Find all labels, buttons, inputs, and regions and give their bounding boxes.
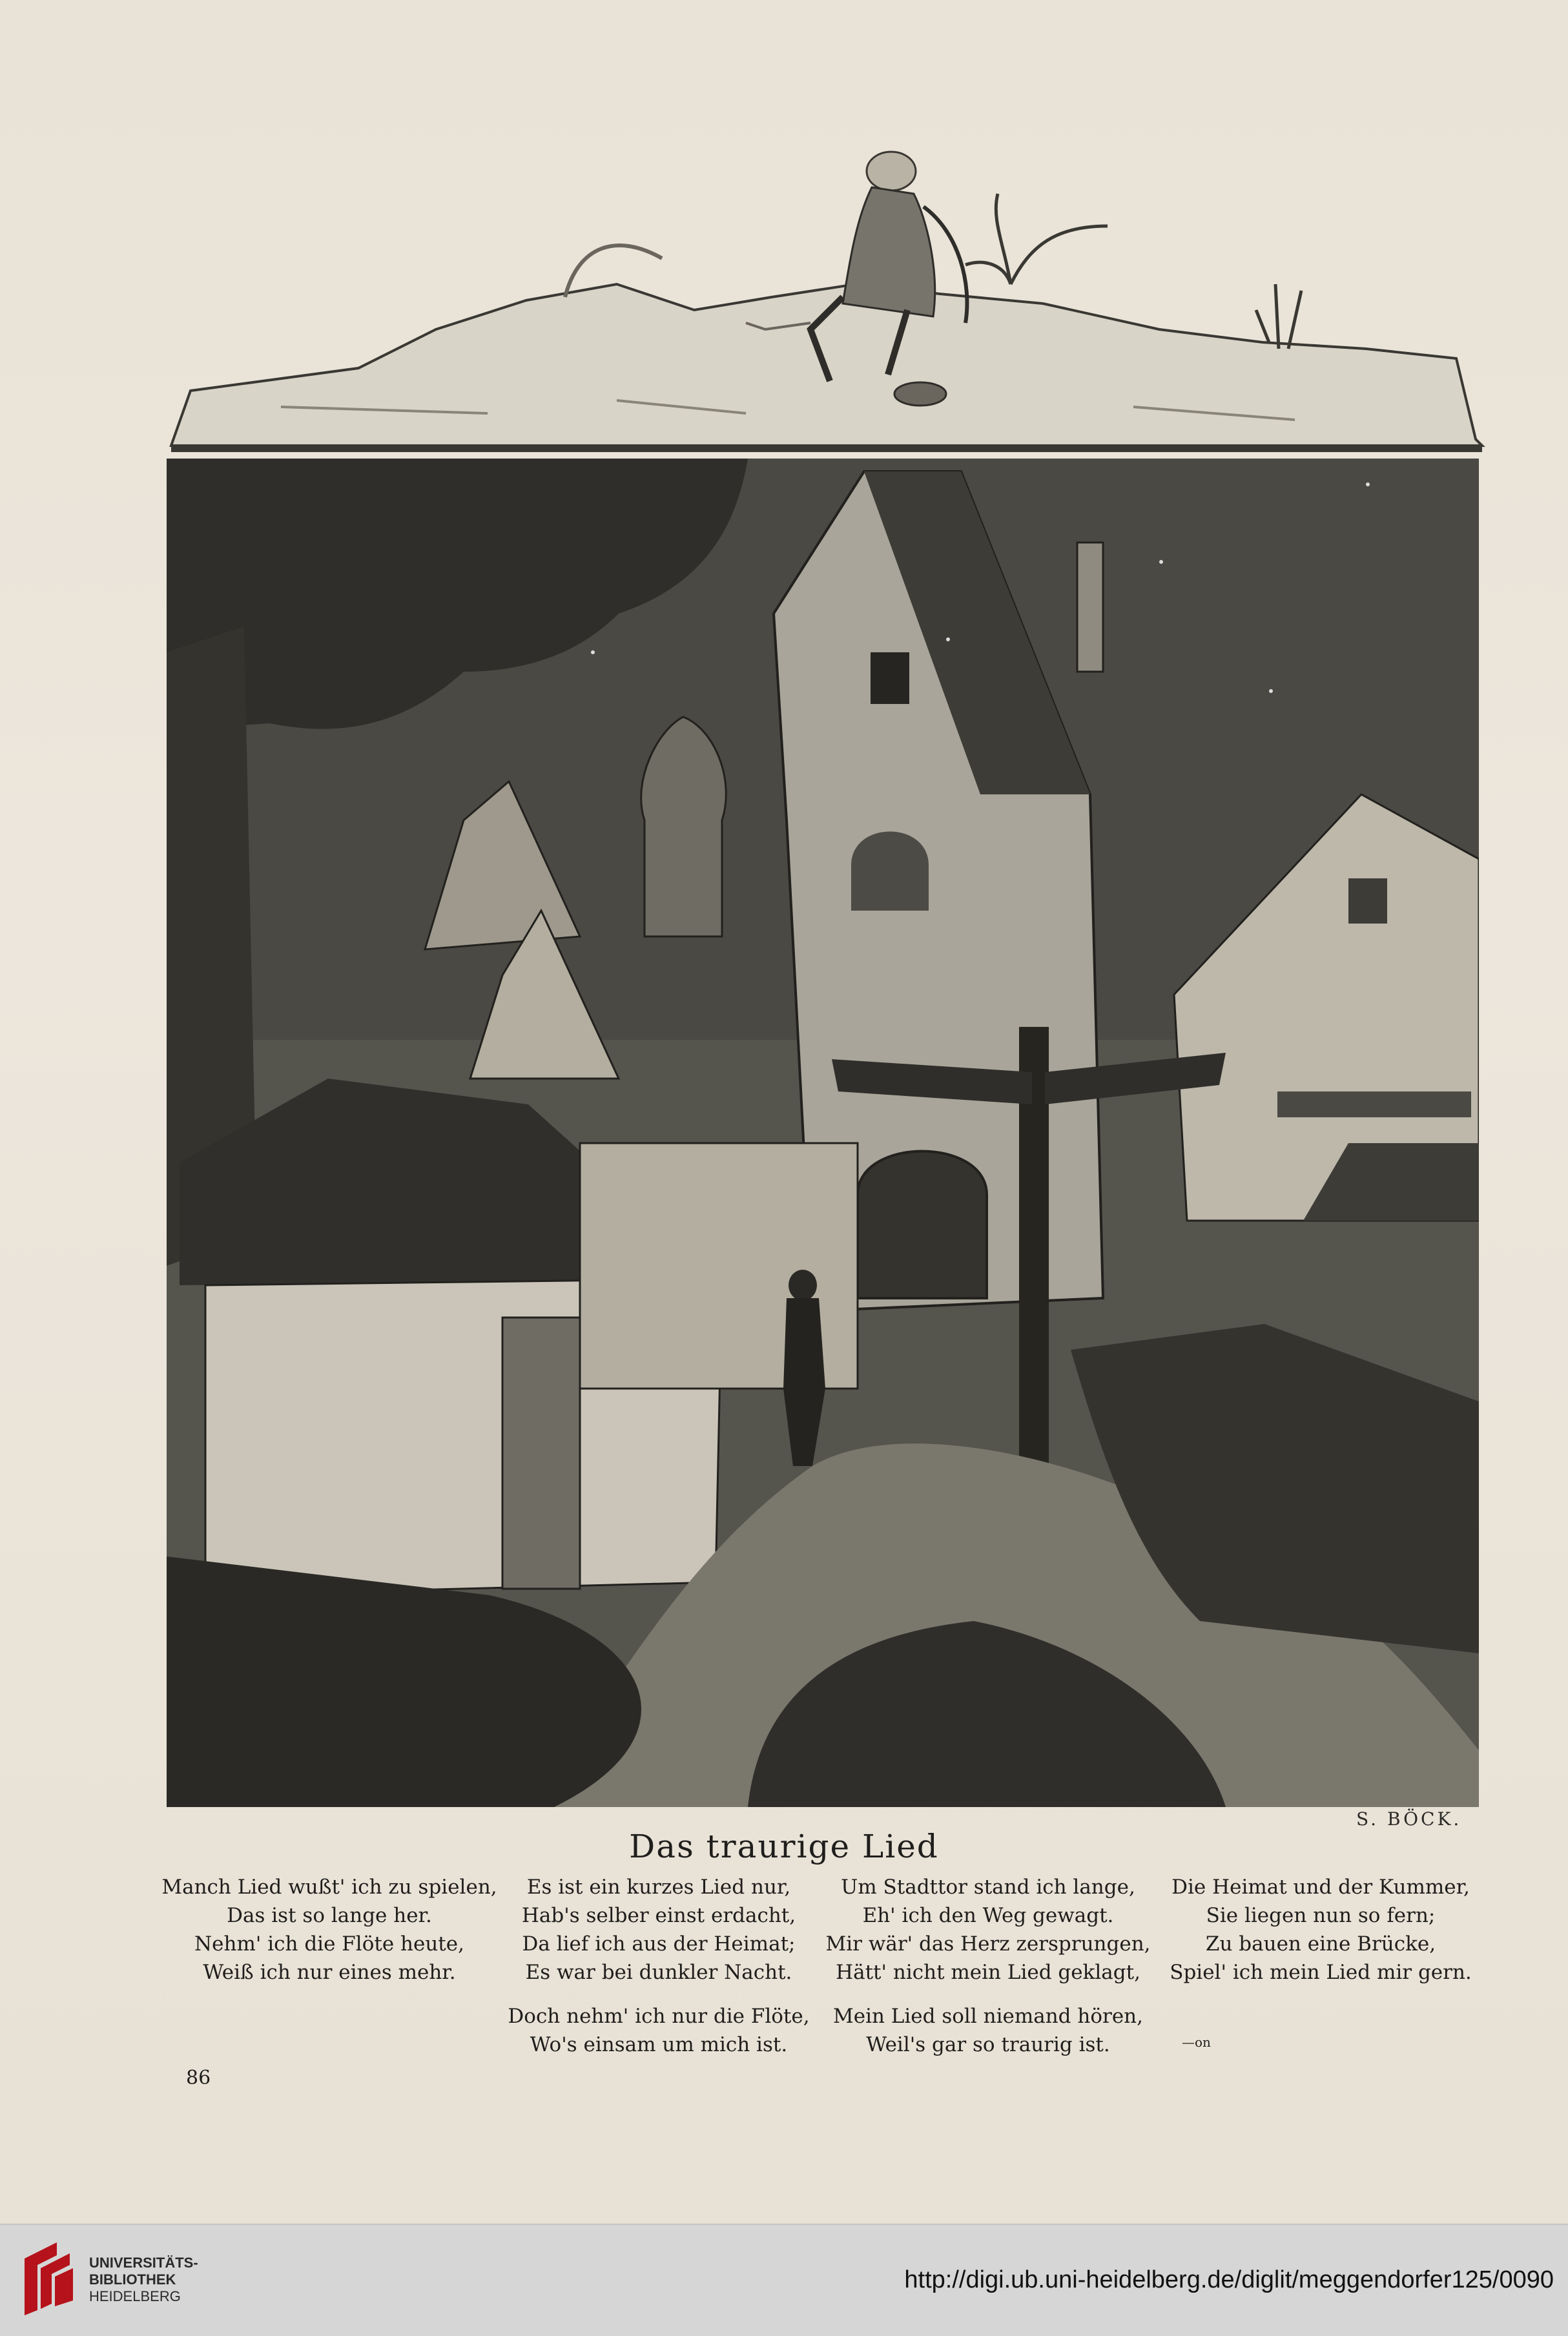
document-url[interactable]: http://digi.ub.uni-heidelberg.de/diglit/meggendorfer125/0090 (904, 2266, 1554, 2293)
stanza-6 (820, 2002, 1156, 2059)
poem-line: Mir wär' das Herz zersprungen, (825, 1932, 1151, 1956)
logo-line: BIBLIOTHEK (89, 2271, 176, 2288)
poem-line: Da lief ich aus der Heimat; (522, 1932, 796, 1956)
poem-line: Die Heimat und der Kummer, (1171, 1876, 1470, 1899)
main-illustration (167, 459, 1479, 1807)
poem-line: Nehm' ich die Flöte heute, (194, 1932, 464, 1956)
poem-line: Um Stadttor stand ich lange, (841, 1876, 1135, 1899)
poem-line: Weil's gar so traurig ist. (866, 2033, 1110, 2056)
poem-title: Das traurige Lied (629, 1828, 939, 1865)
poem-line: Zu bauen eine Brücke, (1205, 1932, 1436, 1956)
logo-line: UNIVERSITÄTS- (89, 2255, 198, 2271)
artist-signature: S. BÖCK. (1356, 1808, 1462, 1830)
poem-line: Es war bei dunkler Nacht. (525, 1961, 792, 1984)
poem-line: Hab's selber einst erdacht, (521, 1904, 796, 1927)
poem-line: Sie liegen nun so fern; (1206, 1904, 1436, 1927)
poem-line: Spiel' ich mein Lied mir gern. (1170, 1961, 1472, 1984)
poem-line: Manch Lied wußt' ich zu spielen, (161, 1876, 497, 1899)
poem-line: Hätt' nicht mein Lied geklagt, (836, 1961, 1140, 1984)
university-logo-icon (18, 2239, 76, 2317)
vignette-illustration (165, 136, 1489, 452)
poem (161, 1873, 1485, 2067)
author-mark: —on (1182, 2034, 1211, 2050)
stanza-5 (497, 2002, 820, 2059)
poem-line: Eh' ich den Weg gewagt. (862, 1904, 1114, 1927)
poem-line: Doch nehm' ich nur die Flöte, (508, 2005, 810, 2028)
poem-line: Das ist so lange her. (227, 1904, 432, 1927)
poem-line: Es ist ein kurzes Lied nur, (526, 1876, 791, 1899)
footer-bar (0, 2224, 1568, 2336)
logo-line: HEIDELBERG (89, 2288, 181, 2304)
poem-line: Mein Lied soll niemand hören, (832, 2005, 1143, 2028)
poem-line: Wo's einsam um mich ist. (530, 2033, 788, 2056)
library-name (89, 2255, 198, 2305)
poem-line: Weiß ich nur eines mehr. (203, 1961, 456, 1984)
stanza-4 (1156, 1873, 1485, 1987)
page-number: 86 (186, 2067, 211, 2089)
stanza-2 (497, 1873, 820, 1987)
stanza-1 (161, 1873, 497, 1987)
stanza-3 (820, 1873, 1156, 1987)
